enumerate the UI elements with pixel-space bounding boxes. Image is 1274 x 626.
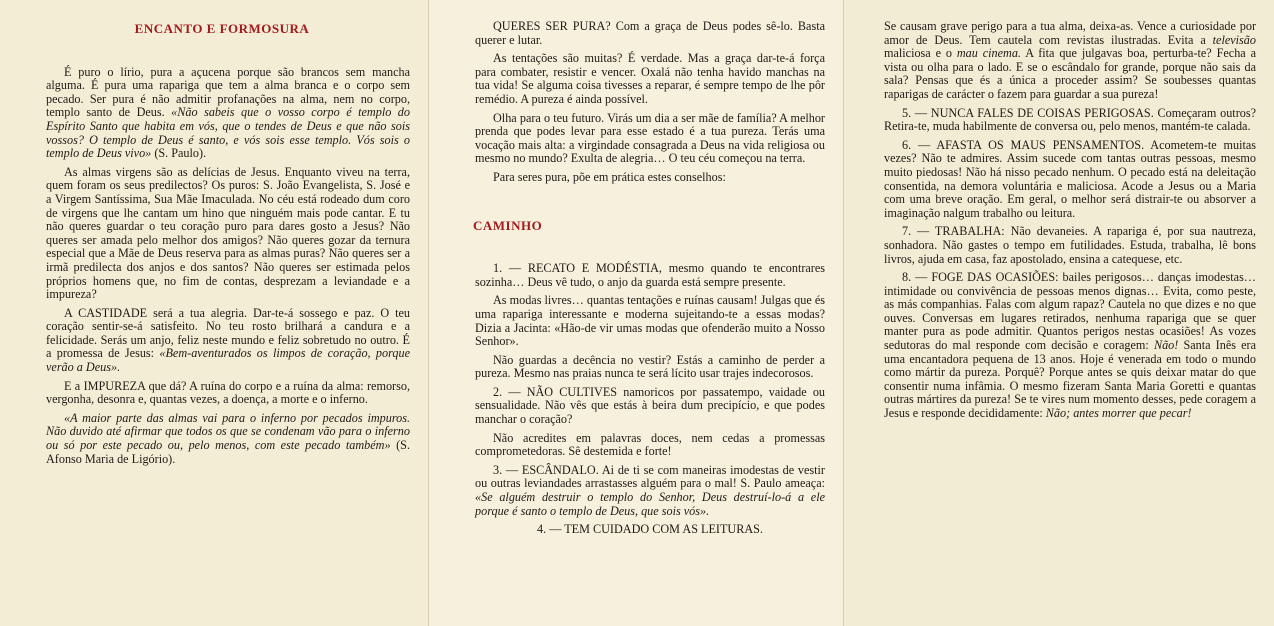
left-page <box>0 0 428 626</box>
text: Se causam grave perigo para a tua alma, deixa-as. Vence a curiosidade por amor de Deus. Tem cautela com revistas ilustradas. Evita a <box>884 19 1256 47</box>
paragraph: As tentações são muitas? É verdade. Mas a graça dar-te-á força para combater, resistir e vencer. Oxalá não tenha havido manchas na tua vida! Se alguma coisa tivesses a reparar, é sempre tempo de lhe pôr remédio. A pureza é ainda possível. <box>475 51 825 106</box>
text: mesmo quando te encontrares sozinha… Deus vê tudo, o anjo da guarda está sempre presente. <box>475 261 826 289</box>
keyword: 5. — NUNCA FALES DE COISAS PERIGOSAS. <box>902 105 1154 120</box>
page-heading: ENCANTO E FORMOSURA <box>134 21 310 36</box>
keyword: IMPUREZA <box>83 378 146 393</box>
section-heading: CAMINHO <box>473 217 543 233</box>
paragraph <box>475 386 825 427</box>
middle-page <box>428 0 843 626</box>
text: Com a graça de Deus podes sê-lo. Basta querer e lutar. <box>475 19 826 47</box>
emphasis: mau cinema. <box>956 46 1021 61</box>
paragraph: Olha para o teu futuro. Virás um dia a ser mãe de família? A melhor prenda que podes levar para esse estado é a tua pureza. Terás uma vocação mais alta: a virgindade consagrada a Deus na vida religiosa ou mesmo no mundo? Exulta de alegria… O teu céu começou na terra. <box>475 110 825 166</box>
keyword-line: 4. — TEM CUIDADO COM AS LEITURAS. <box>537 522 763 537</box>
paragraph: Para seres pura, põe em prática estes conselhos: <box>493 169 726 184</box>
paragraph <box>475 262 825 289</box>
paragraph: Não acredites em palavras doces, nem cedas a promessas comprometedoras. Sê destemida e forte! <box>475 430 825 459</box>
keyword: A CASTIDADE <box>64 305 148 320</box>
quote: «Não sabeis que o vosso corpo é templo do Espírito Santo que habita em vós, que o tendes de Deus e que não sois vossos? O templo de Deus é santo, e vós sois esse templo. Vós sois o templo de Deus vivo» <box>46 105 410 161</box>
quote: «Bem-aventurados os limpos de coração, porque verão a Deus». <box>46 346 411 375</box>
paragraph <box>884 271 1256 421</box>
text: (S. Paulo). <box>151 146 207 161</box>
text: Não devaneies. A rapariga é, por sua nautreza, sonhadora. Não gastes o tempo em futilidades. Estuda, trabalha, lê bons livros, ajuda em casa, faz apostolado, ensina a catequese, etc. <box>884 224 1256 266</box>
text: maliciosa e o <box>884 46 957 61</box>
paragraph: Não guardas a decência no vestir? Estás a caminho de perder a pureza. Mesmo nas praias nunca te será lícito usar trajes indecorosos. <box>475 352 825 381</box>
keyword: 3. — ESCÂNDALO. <box>493 462 599 477</box>
emphasis: Não! <box>1153 338 1179 353</box>
emphasis: televisão <box>1212 32 1256 47</box>
right-page <box>843 0 1274 626</box>
keyword: 6. — AFASTA OS MAUS PENSAMENTOS. <box>902 137 1145 152</box>
paragraph <box>46 412 410 466</box>
quote: «Se alguém destruir o templo do Senhor, Deus destruí-lo-á a ele porque é santo o templo de Deus, que sois vós». <box>475 490 825 518</box>
text: A fita que julgavas boa, perturba-te? Fecha a vista ou olha para o lado. E se o escândalo for grande, porque não sais da sala? Pensas que és a única a proceder assim? Se soubesses quantas raparigas de carácter o fazem para guardar a sua pureza! <box>884 46 1256 101</box>
paragraph <box>884 225 1256 266</box>
paragraph <box>884 139 1256 221</box>
text: namoricos por passatempo, vaidade ou sensualidade. Não vês que estás à beira dum precipício, e que podes manchar o coração? <box>475 384 826 427</box>
text: bailes perigosos… danças imodestas… intimidade ou convivência de pessoas menos dignas… Evita, como peste, as más companhias. Falas com algum rapaz? Cautela no que dizes e no que ouves. Conversas em lugares retirados, nenhuma rapariga que se quer manter pura as pode admitir. Quantos perigos nestas ocasiões! As vozes sedutoras do mal responde com decisão e coragem: <box>884 270 1256 353</box>
paragraph: As modas livres… quantas tentações e ruínas causam! Julgas que és uma rapariga interessante e moderna sujeitando-te a essas modas? Dizia a Jacinta: «Hão-de vir umas modas que ofenderão muito a Nosso Senhor». <box>475 293 825 349</box>
text: será a tua alegria. Dar-te-á sossego e paz. O teu coração sentir-se-á satisfeito. No teu rosto brilhará a candura e a felicidade. Serás um anjo, feliz neste mundo e feliz sobretudo no outro. É a promessa de Jesus: <box>46 305 410 361</box>
paragraph <box>884 20 1256 102</box>
text: Santa Inês era uma encantadora pequena de 13 anos. Hoje é venerada em todo o mundo como mártir da pureza. Porquê? Porque antes se quis deixar matar do que consentir numa infâmia. O mesmo fizeram Santa Maria Goretti e quantas outras mártires da pureza! Se te vires num momento desses, pede coragem a Jesus e responde decididamente: <box>884 338 1257 421</box>
paragraph <box>475 20 825 47</box>
paragraph: As almas virgens são as delícias de Jesus. Enquanto viveu na terra, quem foram os seus predilectos? Os puros: S. João Evangelista, S. José e a Virgem Santíssima, Sua Mãe Imaculada. No céu está rodeado dum coro de virgens que lhe cantam um hino que ninguém mais pode cantar. E tu não queres guardar o teu coração puro para dares gosto a Jesus? Não queres ser amada pelo melhor dos amigos? Não queres gozar da ternura especial que a Mãe de Deus reserva para as almas puras? Não queres ser a irmã predilecta dos anjos e dos santos? Não queres ser estimada pelos próprios homens que, no fim de contas, desprezam a leviandade e a impureza? <box>46 164 410 302</box>
paragraph <box>46 380 410 407</box>
text: Acometem-te muitas vezes? Não te admires. Assim sucede com tantas outras pessoas, mesmo muito piedosas! Não há nisso pecado nenhum. O pecado está na deleitação consentida, na demora voluntária e maliciosa. Acode a Jesus ou a Maria com uma breve oração. Em geral, o melhor será distrair-te ou absorver a imaginação nalgum trabalho ou leitura. <box>884 137 1256 220</box>
emphasis: Não; antes morrer que pecar! <box>1045 406 1192 421</box>
text: É puro o lírio, pura a açucena porque são brancos sem mancha alguma. É pura uma rapariga que tem a alma branca e o corpo sem pecado. Ser pura é não admitir profanações na alma, nem no corpo, templo santo de Deus. <box>46 64 410 120</box>
text: que dá? A ruína do corpo e a ruína da alma: remorso, vergonha, desonra e, quantas vezes, a doença, a morte e o inferno. <box>46 378 410 407</box>
text: Começaram outros? Retira-te, muda habilmente de conversa ou, pelo menos, mantém-te calada. <box>884 105 1256 134</box>
paragraph <box>46 66 410 161</box>
keyword: 2. — NÃO CULTIVES <box>493 384 618 399</box>
text: (S. Afonso Maria de Ligório). <box>46 438 410 466</box>
keyword: QUERES SER PURA? <box>493 19 611 33</box>
text: Ai de ti se com maneiras imodestas de vestir ou outras leviandades arrastasses alguém para o mal! S. Paulo ameaça: <box>475 462 825 491</box>
paragraph <box>884 107 1256 134</box>
keyword: 8. — FOGE DAS OCASIÕES: <box>902 270 1059 285</box>
text: E a <box>64 378 84 393</box>
quote: «A maior parte das almas vai para o inferno por pecados impuros. Não duvido até afirmar que todos os que se condenam vão para o inferno ou só por este pecado ou, pelo menos, com este pecado também» <box>46 410 410 453</box>
paragraph <box>475 464 825 518</box>
keyword: 1. — RECATO E MODÉSTIA, <box>493 261 662 276</box>
paragraph <box>46 307 410 375</box>
keyword: 7. — TRABALHA: <box>902 224 1005 239</box>
